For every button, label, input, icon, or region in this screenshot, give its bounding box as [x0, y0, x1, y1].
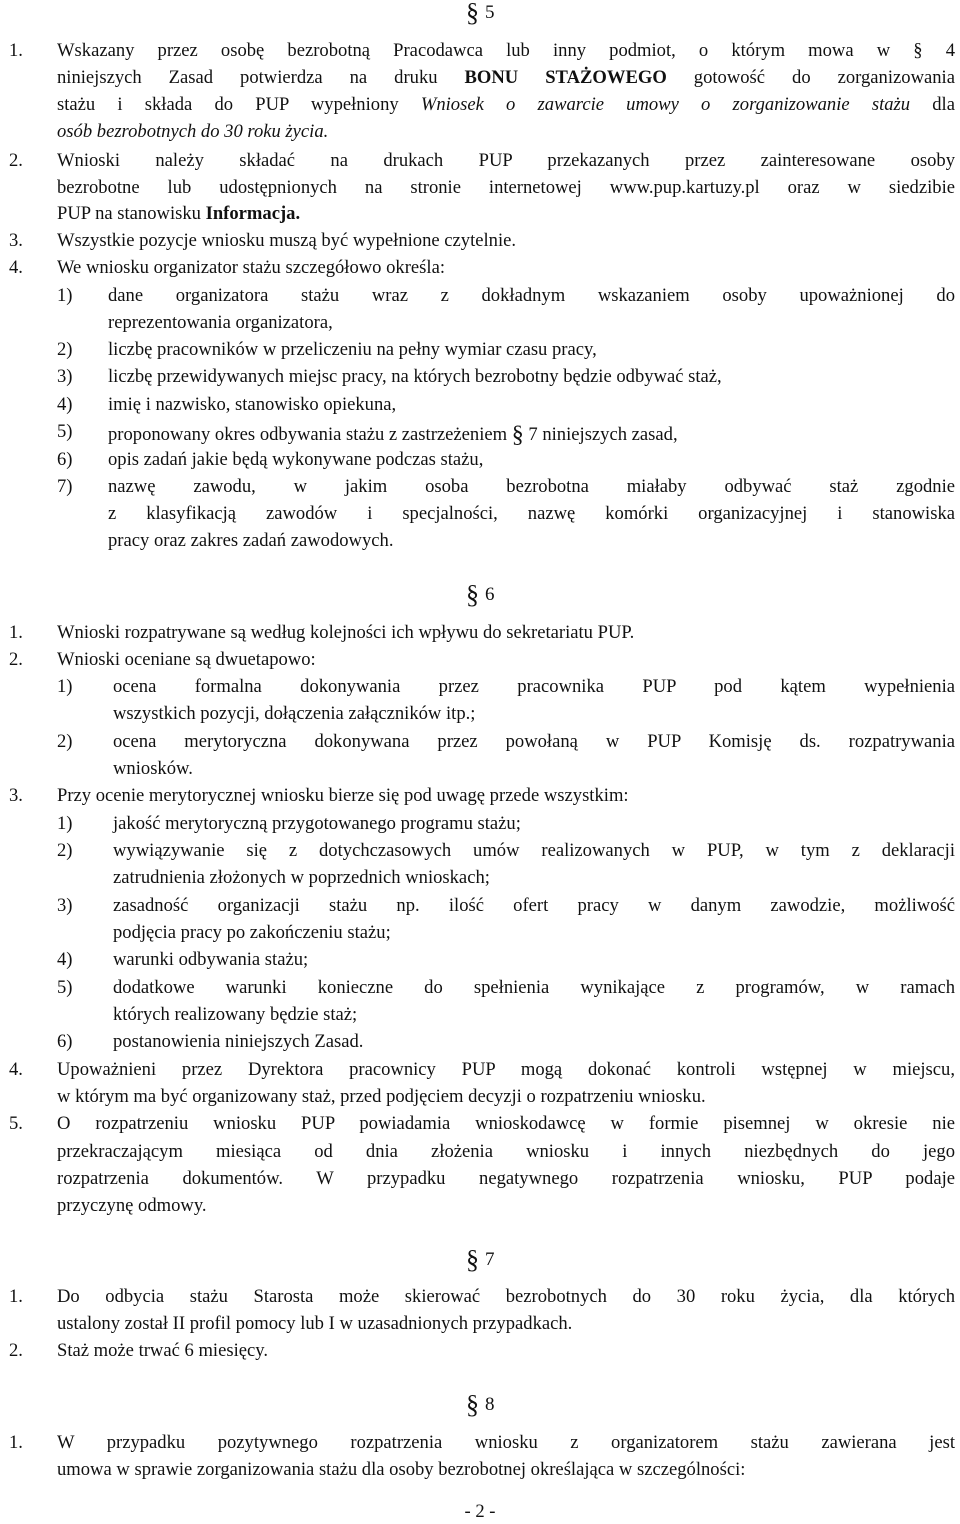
list-line: zatrudnienia złożonych w poprzednich wnioskach;: [113, 867, 490, 888]
para-line: w którym ma być organizowany staż, przed podjęciem decyzji o rozpatrzeniu wniosku.: [57, 1086, 706, 1107]
list-line: imię i nazwisko, stanowisko opiekuna,: [108, 394, 397, 415]
list-number: 1): [57, 813, 73, 834]
para-line: przyczynę odmowy.: [57, 1195, 207, 1216]
list-number: 3): [57, 895, 73, 916]
section-heading-6: § 6: [466, 580, 495, 609]
section-heading-8: § 8: [466, 1390, 495, 1419]
list-line: których realizowany będzie staż;: [113, 1004, 358, 1025]
section-symbol: §: [466, 580, 479, 609]
para-line: Wnioski rozpatrywane są według kolejności ich wpływu do sekretariatu PUP.: [57, 622, 635, 643]
para-line: umowa w sprawie zorganizowania stażu dla osoby bezrobotnej określająca w szczególności:: [57, 1459, 746, 1480]
list-number: 1): [57, 676, 73, 697]
list-line: podjęcia pracy po zakończeniu stażu;: [113, 922, 391, 943]
para-line: Wszystkie pozycje wniosku muszą być wypełnione czytelnie.: [57, 230, 517, 251]
list-number: 5): [57, 421, 73, 442]
list-line: postanowienia niniejszych Zasad.: [113, 1031, 364, 1052]
list-line: wszystkich pozycji, dołączenia załączników itp.;: [113, 703, 476, 724]
list-number: 2): [57, 731, 73, 752]
list-number: 6): [57, 449, 73, 470]
list-line: wniosków.: [113, 758, 193, 779]
section-symbol: §: [466, 0, 479, 27]
list-line: jakość merytoryczną przygotowanego programu stażu;: [113, 813, 521, 834]
para-number: 5.: [9, 1113, 23, 1134]
list-line: ocena formalna dokonywania przez pracownika PUP pod kątem wypełnienia: [113, 676, 955, 697]
para-number: 2.: [9, 1340, 23, 1361]
para-line: PUP na stanowisku Informacja.: [57, 203, 301, 224]
list-line: z klasyfikacją zawodów i specjalności, nazwę komórki organizacyjnej i stanowiska: [108, 503, 955, 524]
para-line: W przypadku pozytywnego rozpatrzenia wniosku z organizatorem stażu zawierana jest: [57, 1432, 955, 1453]
para-number: 3.: [9, 230, 23, 251]
list-number: 2): [57, 840, 73, 861]
para-line: rozpatrzenia dokumentów. W przypadku negatywnego rozpatrzenia wniosku, PUP podaje: [57, 1168, 955, 1189]
list-number: 2): [57, 339, 73, 360]
para-line: Przy ocenie merytorycznej wniosku bierze się pod uwagę przede wszystkim:: [57, 785, 629, 806]
para-line: Wnioski należy składać na drukach PUP przekazanych przez zainteresowane osoby: [57, 150, 955, 171]
list-number: 4): [57, 394, 73, 415]
para-number: 3.: [9, 785, 23, 806]
list-number: 4): [57, 949, 73, 970]
para-line: Staż może trwać 6 miesięcy.: [57, 1340, 268, 1361]
section-heading-7: § 7: [466, 1245, 495, 1274]
list-line: liczbę przewidywanych miejsc pracy, na których bezrobotny będzie odbywać staż,: [108, 366, 722, 387]
section-heading-5: § 5: [466, 0, 495, 27]
list-number: 6): [57, 1031, 73, 1052]
para-number: 1.: [9, 1286, 23, 1307]
para-line: Upoważnieni przez Dyrektora pracownicy PUP mogą dokonać kontroli wstępnej w miejscu,: [57, 1059, 955, 1080]
list-number: 7): [57, 476, 73, 497]
para-number: 4.: [9, 257, 23, 278]
wniosek-title-italic: Wniosek o zawarcie umowy o zorganizowanie stażu: [420, 94, 911, 115]
para-number: 2.: [9, 649, 23, 670]
para-number: 1.: [9, 40, 23, 61]
para-line: stażu i składa do PUP wypełniony Wniosek o zawarcie umowy o zorganizowanie stażu dla: [57, 94, 955, 115]
list-line: wywiązywanie się z dotychczasowych umów realizowanych w PUP, w tym z deklaracji: [113, 840, 955, 861]
list-line: nazwę zawodu, w jakim osoba bezrobotna miałaby odbywać staż zgodnie: [108, 476, 955, 497]
para-line: Wskazany przez osobę bezrobotną Pracodawca lub inny podmiot, o którym mowa w § 4: [57, 40, 955, 61]
para-line: niniejszych Zasad potwierdza na druku BONU STAŻOWEGO gotowość do zorganizowania: [57, 67, 955, 88]
page-number: - 2 -: [464, 1501, 496, 1522]
list-number: 3): [57, 366, 73, 387]
list-line: zasadność organizacji stażu np. ilość ofert pracy w danym zawodzie, możliwość: [113, 895, 955, 916]
para-number: 4.: [9, 1059, 23, 1080]
section-symbol: §: [466, 1245, 479, 1274]
list-line: proponowany okres odbywania stażu z zastrzeżeniem § 7 niniejszych zasad,: [108, 422, 678, 448]
para-number: 2.: [9, 150, 23, 171]
para-line: O rozpatrzeniu wniosku PUP powiadamia wnioskodawcę w formie pisemnej w okresie nie: [57, 1113, 955, 1134]
section-symbol: §: [466, 1390, 479, 1419]
list-line: dane organizatora stażu wraz z dokładnym wskazaniem osoby upoważnionej do: [108, 285, 955, 306]
list-line: warunki odbywania stażu;: [113, 949, 309, 970]
bon-stazowy-bold: BONU STAŻOWEGO: [464, 67, 667, 88]
para-line: osób bezrobotnych do 30 roku życia.: [57, 121, 329, 142]
list-line: pracy oraz zakres zadań zawodowych.: [108, 530, 394, 551]
informacja-bold: Informacja.: [205, 203, 301, 224]
list-line: opis zadań jakie będą wykonywane podczas stażu,: [108, 449, 484, 470]
para-number: 1.: [9, 622, 23, 643]
para-line: We wniosku organizator stażu szczegółowo określa:: [57, 257, 445, 278]
list-number: 1): [57, 285, 73, 306]
para-line: bezrobotne lub udostępnionych na stronie internetowej www.pup.kartuzy.pl oraz w siedzibie: [57, 177, 955, 198]
para-line: ustalony został II profil pomocy lub I w uzasadnionych przypadkach.: [57, 1313, 573, 1334]
section-symbol: §: [511, 422, 524, 448]
list-line: dodatkowe warunki konieczne do spełnienia wynikające z programów, w ramach: [113, 977, 955, 998]
para-line: przekraczającym miesiąca od dnia złożenia wniosku i innych niezbędnych do jego: [57, 1141, 955, 1162]
para-line: Wnioski oceniane są dwuetapowo:: [57, 649, 316, 670]
list-number: 5): [57, 977, 73, 998]
para-number: 1.: [9, 1432, 23, 1453]
list-line: ocena merytoryczna dokonywana przez powołaną w PUP Komisję ds. rozpatrywania: [113, 731, 955, 752]
list-line: liczbę pracowników w przeliczeniu na pełny wymiar czasu pracy,: [108, 339, 597, 360]
para-line: Do odbycia stażu Starosta może skierować bezrobotnych do 30 roku życia, dla których: [57, 1286, 955, 1307]
list-line: reprezentowania organizatora,: [108, 312, 333, 333]
